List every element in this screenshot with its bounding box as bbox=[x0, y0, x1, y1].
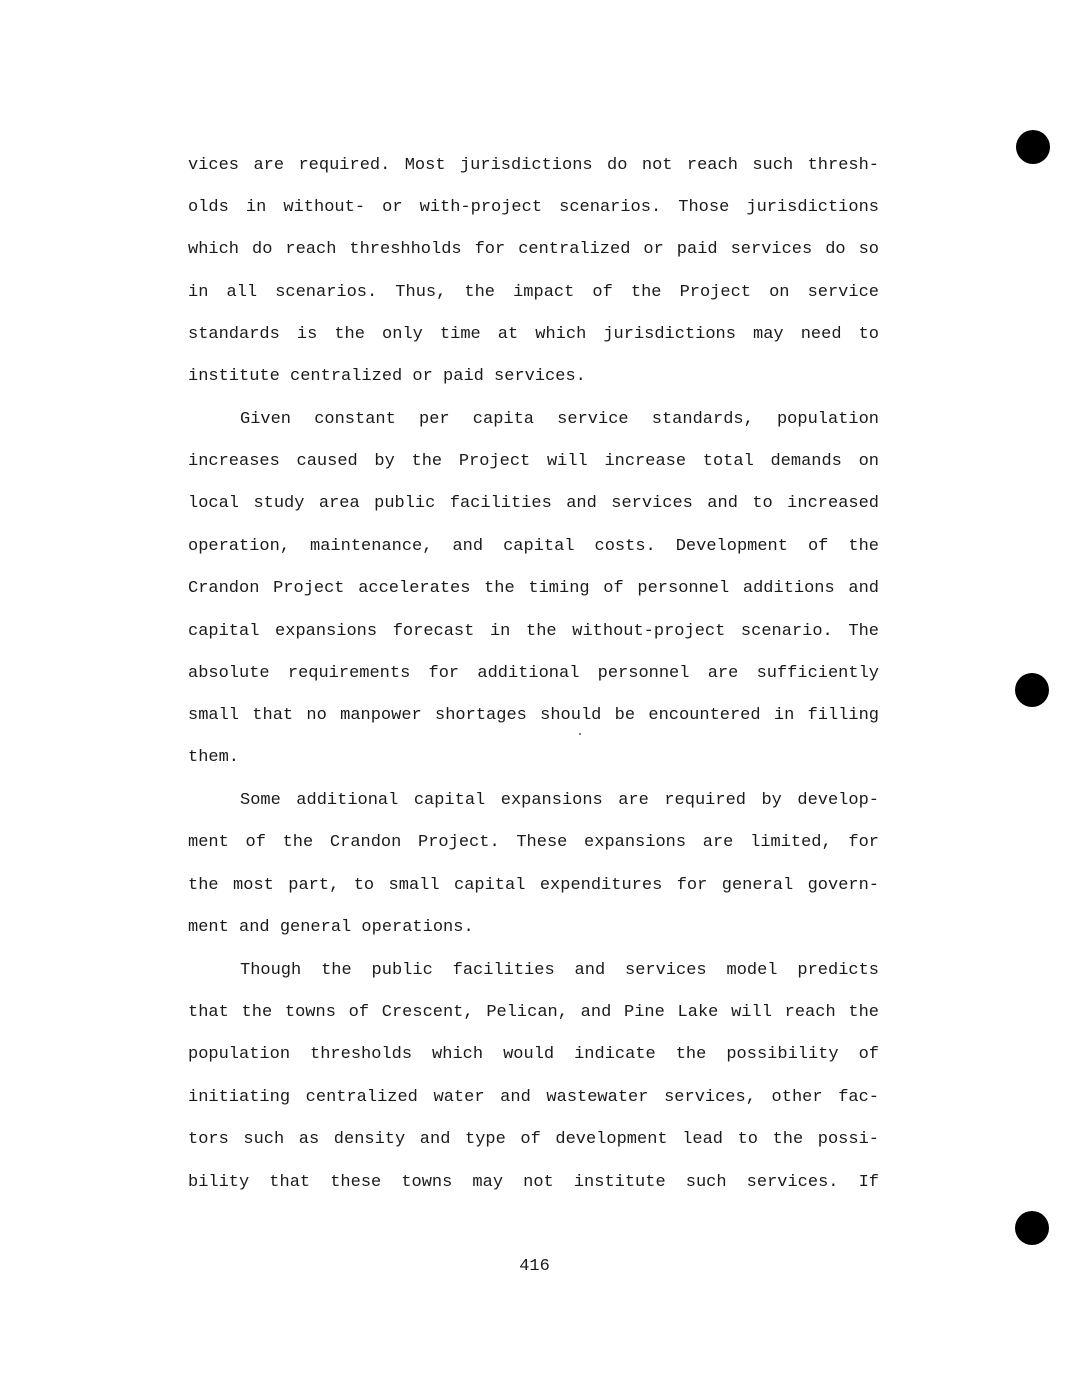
text-line: bility that these towns may not institute such services. If bbox=[188, 1173, 879, 1192]
page-number: 416 bbox=[519, 1257, 550, 1276]
text-line: the most part, to small capital expenditures for general govern- bbox=[188, 876, 879, 895]
paragraph-first-line: Some additional capital expansions are required by develop- bbox=[240, 791, 879, 810]
punch-hole-bottom bbox=[1015, 1211, 1049, 1245]
text-line: vices are required. Most jurisdictions do not reach such thresh- bbox=[188, 156, 879, 175]
text-line: tors such as density and type of development lead to the possi- bbox=[188, 1130, 879, 1149]
text-line: initiating centralized water and wastewater services, other fac- bbox=[188, 1088, 879, 1107]
text-line: which do reach threshholds for centralized or paid services do so bbox=[188, 240, 879, 259]
text-line: ment and general operations. bbox=[188, 918, 474, 937]
punch-hole-middle bbox=[1015, 673, 1049, 707]
text-line: that the towns of Crescent, Pelican, and Pine Lake will reach the bbox=[188, 1003, 879, 1022]
text-line: standards is the only time at which jurisdictions may need to bbox=[188, 325, 879, 344]
text-line: Crandon Project accelerates the timing of personnel additions and bbox=[188, 579, 879, 598]
text-line: olds in without- or with-project scenarios. Those jurisdictions bbox=[188, 198, 879, 217]
text-line: local study area public facilities and services and to increased bbox=[188, 494, 879, 513]
scan-speck bbox=[579, 733, 581, 735]
text-line: operation, maintenance, and capital costs. Development of the bbox=[188, 537, 879, 556]
text-line: increases caused by the Project will increase total demands on bbox=[188, 452, 879, 471]
paragraph-first-line: Though the public facilities and services model predicts bbox=[240, 961, 879, 980]
punch-hole-top bbox=[1016, 130, 1050, 164]
text-line: institute centralized or paid services. bbox=[188, 367, 586, 386]
text-line: population thresholds which would indicate the possibility of bbox=[188, 1045, 879, 1064]
text-line: in all scenarios. Thus, the impact of the Project on service bbox=[188, 283, 879, 302]
text-line: them. bbox=[188, 748, 240, 767]
text-line: small that no manpower shortages should be encountered in filling bbox=[188, 706, 879, 725]
text-line: absolute requirements for additional personnel are sufficiently bbox=[188, 664, 879, 683]
paragraph-first-line: Given constant per capita service standards, population bbox=[240, 410, 879, 429]
text-line: capital expansions forecast in the without-project scenario. The bbox=[188, 622, 879, 641]
text-line: ment of the Crandon Project. These expansions are limited, for bbox=[188, 833, 879, 852]
